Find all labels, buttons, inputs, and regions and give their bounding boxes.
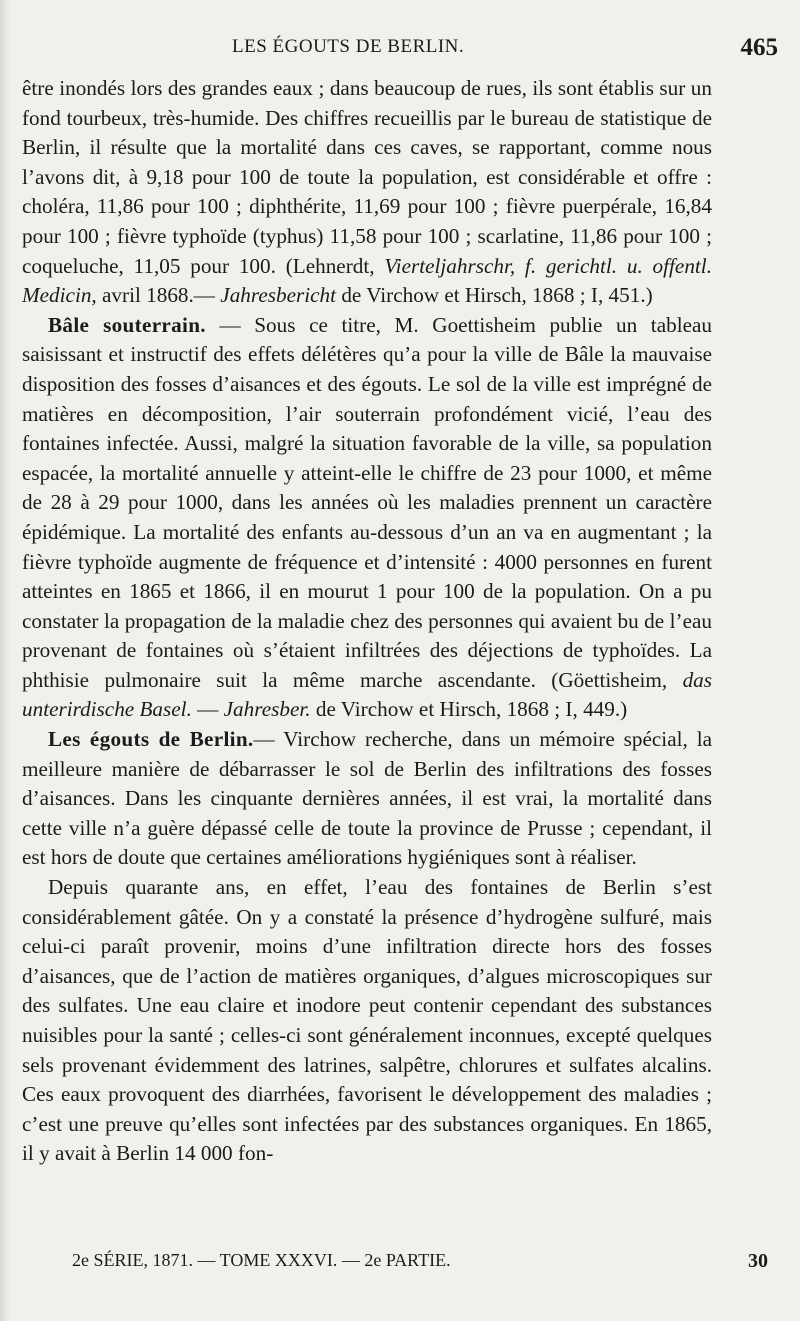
- section-head: Les égouts de Berlin.: [48, 727, 254, 752]
- running-title: LES ÉGOUTS DE BERLIN.: [232, 36, 465, 57]
- paragraph-egouts-berlin: Les égouts de Berlin.— Virchow recherche, dans un mémoire spécial, la meilleure manière de débarrasser le sol de Berlin des infiltrations des fosses d’aisances. Dans les cinquante dernières années, il est vrai, la mortalité dans cette ville n’a guère dépassé celle de toute la province de Prusse ; cependant, il est hors de doute que certaines améliorations hygiéniques sont à réaliser.: [22, 727, 712, 870]
- paragraph-eau-fontaines: Depuis quarante ans, en effet, l’eau des fontaines de Berlin s’est considérablement gâtée. On y a constaté la présence d’hydrogène sulfuré, mais celui-ci paraît provenir, moins d’une infiltration directe hors des fosses d’aisances, que de l’action de matières organiques, d’algues microscopiques sur des sulfates. Une eau claire et inodore peut contenir cependant des substances nuisibles pour la santé ; celles-ci sont généralement inconnues, excepté quelques sels provenant évidemment des latrines, salpêtre, chlorures et sulfates alcalins. Ces eaux provoquent des diarrhées, favorisent le développement des maladies ; c’est une preuve qu’elles sont infectées par des substances organiques. En 1865, il y avait à Berlin 14 000 fon-: [22, 875, 712, 1166]
- page-number: 465: [740, 34, 778, 61]
- running-head: [22, 30, 778, 74]
- series-line: 2e SÉRIE, 1871. — TOME XXXVI. — 2e PARTIE.: [72, 1250, 451, 1270]
- paragraph-caves-mortality: être inondés lors des grandes eaux ; dans beaucoup de rues, ils sont établis sur un fond tourbeux, très-humide. Des chiffres recueillis par le bureau de statistique de Berlin, il résulte que la mortalité dans ces caves, se rapportant, comme nous l’avons dit, à 9,18 pour 100 de toute la population, est considérable et offre : choléra, 11,86 pour 100 ; diphthérite, 11,69 pour 100 ; fièvre puerpérale, 16,84 pour 100 ; fièvre typhoïde (typhus) 11,58 pour 100 ; scarlatine, 11,86 pour 100 ; coqueluche, 11,05 pour 100. (Lehnerdt, Vierteljahrschr, f. gerichtl. u. offentl. Medicin, avril 1868.— Jahresbericht de Virchow et Hirsch, 1868 ; I, 451.): [22, 76, 712, 308]
- binding-shadow: [0, 0, 10, 1321]
- page-footer: [72, 1250, 768, 1273]
- section-head: Bâle souterrain.: [48, 312, 206, 337]
- body-text: [22, 74, 712, 1169]
- signature-mark: 30: [748, 1250, 768, 1272]
- paragraph-bale-souterrain: Bâle souterrain. — Sous ce titre, M. Goettisheim publie un tableau saisissant et instructif des effets délétères qu’a pour la ville de Bâle la mauvaise disposition des fosses d’aisances et des égouts. Le sol de la ville est imprégné de matières en décomposition, l’air souterrain profondément vicié, l’eau des fontaines infectée. Aussi, malgré la situation favorable de la ville, sa population espacée, la mortalité annuelle y atteint-elle le chiffre de 23 pour 1000, et même de 28 à 29 pour 1000, dans les années où les maladies prennent un caractère épidémique. La mortalité des enfants au-dessous d’un an va en augmentant ; la fièvre typhoïde augmente de fréquence et d’intensité : 4000 personnes en furent atteintes en 1865 et 1866, il en mourut 1 pour 100 de la population. On a pu constater la propagation de la maladie chez des personnes qui avaient bu de l’eau provenant de fontaines où s’étaient infiltrées des déjections de typhoïdes. La phthisie pulmonaire suit la même marche ascendante. (Göettisheim, das unterirdische Basel. — Jahresber. de Virchow et Hirsch, 1868 ; I, 449.): [22, 312, 712, 722]
